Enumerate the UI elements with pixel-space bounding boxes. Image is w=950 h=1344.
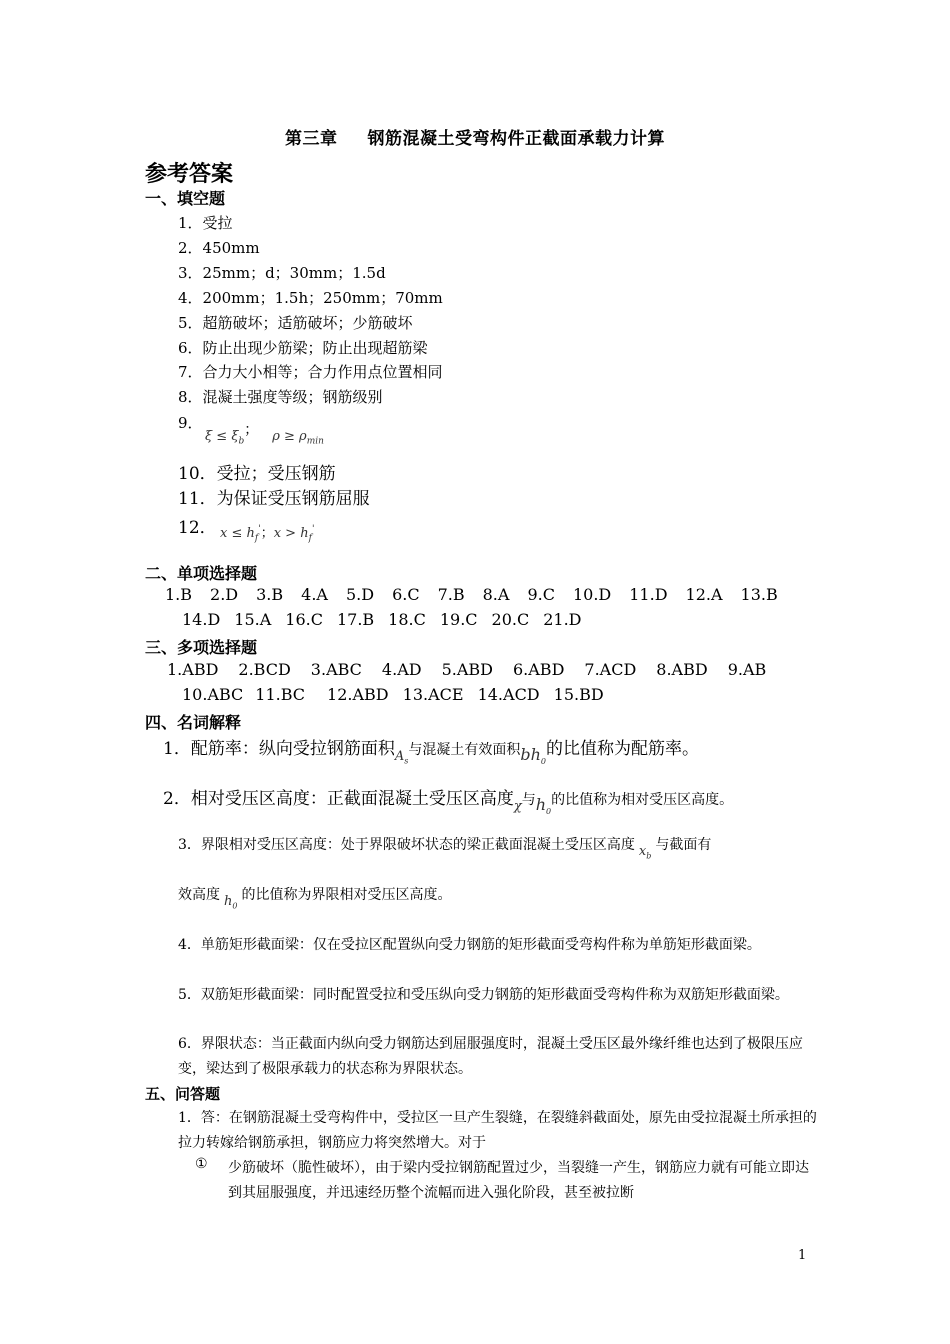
section-multi-heading: 三、多项选择题 xyxy=(145,638,258,657)
chapter-title: 钢筋混凝土受弯构件正截面承载力计算 xyxy=(367,129,665,149)
qa-point-1: 少筋破坏（脆性破坏），由于梁内受拉钢筋配置过少，当裂缝一产生，钢筋应力就有可能立即达到其屈服强度，并迅速经历整个流幅而进入强化阶段，甚至被拉断 xyxy=(228,1160,809,1201)
fill-item-12-separator: ； xyxy=(260,526,274,541)
term-3-text-c: 效高度 xyxy=(178,887,220,903)
fill-item-9-label: 9． xyxy=(178,414,203,432)
section-single-heading: 二、单项选择题 xyxy=(145,564,258,583)
term-3-line-2 xyxy=(178,884,452,911)
single-answers-row-2 xyxy=(182,610,582,629)
qa-point-1-marker: ① xyxy=(195,1156,208,1172)
term-2-text-a: 2．相对受压区高度：正截面混凝土受压区高度 xyxy=(163,789,514,809)
multi-answer: 2.BCD xyxy=(238,660,291,679)
single-answer: 8.A xyxy=(482,585,510,604)
single-answer: 4.A xyxy=(301,585,328,604)
term-6: 6．界限状态：当正截面内纵向受力钢筋达到屈服强度时，混凝土受压区最外缘纤维也达到了极限压应变，梁达到了极限承载力的状态称为界限状态。 xyxy=(178,1036,803,1077)
as-variable: As xyxy=(394,749,409,766)
single-answer: 15.A xyxy=(234,610,272,629)
fill-item-7: 7．合力大小相等；合力作用点位置相同 xyxy=(178,363,443,381)
single-answer: 10.D xyxy=(572,585,612,604)
h0-variable: $h_0$ xyxy=(224,894,238,911)
single-answer: 7.B xyxy=(437,585,465,604)
multi-answers-row-2 xyxy=(182,685,604,704)
x-gt-hf-formula: $x > h_f'$ xyxy=(273,524,315,544)
term-3-text-b: 与截面有 xyxy=(655,837,712,853)
section-qa-heading: 五、问答题 xyxy=(145,1085,221,1103)
term-1-text-c: 的比值称为配筋率。 xyxy=(545,739,699,759)
multi-answer: 13.ACE xyxy=(402,685,464,704)
term-2-text-b: 与 xyxy=(521,792,536,808)
bh0-variable: $bh_0$ xyxy=(520,745,546,767)
single-answer: 3.B xyxy=(256,585,284,604)
single-answer: 21.D xyxy=(543,610,582,629)
fill-item-6: 6．防止出现少筋梁；防止出现超筋梁 xyxy=(178,339,428,357)
fill-item-9-separator: ； xyxy=(244,422,259,438)
fill-item-9 xyxy=(178,412,203,433)
fill-item-5: 5．超筋破坏；适筋破坏；少筋破坏 xyxy=(178,314,413,332)
single-answer: 9.C xyxy=(527,585,555,604)
fill-item-12-label: 12． xyxy=(178,518,217,538)
single-answer: 18.C xyxy=(388,610,426,629)
single-answers-row-1 xyxy=(165,585,778,604)
multi-answers-row-1 xyxy=(167,660,766,679)
single-answer: 16.C xyxy=(285,610,323,629)
multi-answer: 3.ABC xyxy=(310,660,362,679)
qa-answer-1: 1．答：在钢筋混凝土受弯构件中，受拉区一旦产生裂缝，在裂缝斜截面处，原先由受拉混凝土所承担的拉力转嫁给钢筋承担，钢筋应力将突然增大。对于 xyxy=(178,1110,817,1151)
page-title xyxy=(0,124,950,149)
multi-answer: 10.ABC xyxy=(182,685,244,704)
single-answer: 5.D xyxy=(345,585,375,604)
term-3-line-1 xyxy=(178,834,712,861)
multi-answer: 9.AB xyxy=(727,660,767,679)
page-number: 1 xyxy=(798,1248,807,1263)
chapter-label: 第三章 xyxy=(285,129,338,149)
single-answer: 12.A xyxy=(685,585,723,604)
rho-condition-formula: $\rho \ge \rho_{min}$ xyxy=(272,429,324,447)
term-2 xyxy=(163,784,734,817)
term-1-text-a: 1．配筋率：纵向受拉钢筋面积 xyxy=(163,739,395,759)
term-3-text-a: 3．界限相对受压区高度：处于界限破坏状态的梁正截面混凝土受压区高度 xyxy=(178,837,635,853)
fill-item-9-formula xyxy=(205,419,324,447)
single-answer: 19.C xyxy=(439,610,478,629)
term-3-text-d: 的比值称为界限相对受压区高度。 xyxy=(241,887,452,903)
single-answer: 13.B xyxy=(740,585,778,604)
multi-answer: 14.ACD xyxy=(477,685,540,704)
fill-item-11: 11．为保证受压钢筋屈服 xyxy=(178,489,370,509)
multi-answer: 11.BC xyxy=(255,685,306,704)
single-answer: 11.D xyxy=(629,585,668,604)
single-answer: 6.C xyxy=(392,585,420,604)
xb-variable: $x_b$ xyxy=(638,844,652,861)
fill-item-12-formula xyxy=(220,522,314,544)
term-4: 4．单筋矩形截面梁：仅在受拉区配置纵向受力钢筋的矩形截面受弯构件称为单筋矩形截面梁。 xyxy=(178,937,761,953)
fill-item-8: 8．混凝土强度等级；钢筋级别 xyxy=(178,388,383,406)
h0-variable: $h_0$ xyxy=(535,795,552,817)
multi-answer: 6.ABD xyxy=(512,660,565,679)
fill-item-1: 1．受拉 xyxy=(178,214,233,232)
section-fill-heading: 一、填空题 xyxy=(145,189,226,208)
multi-answer: 8.ABD xyxy=(656,660,708,679)
multi-answer: 7.ACD xyxy=(584,660,637,679)
multi-answer: 4.AD xyxy=(381,660,422,679)
single-answer: 20.C xyxy=(491,610,530,629)
fill-item-4: 4．200mm；1.5h；250mm；70mm xyxy=(178,289,443,307)
multi-answer: 1.ABD xyxy=(167,660,219,679)
term-5: 5．双筋矩形截面梁：同时配置受拉和受压纵向受力钢筋的矩形截面受弯构件称为双筋矩形截面梁。 xyxy=(178,987,789,1003)
multi-answer: 15.BD xyxy=(553,685,604,704)
single-answer: 1.B xyxy=(165,585,193,604)
term-1-text-b: 与混凝土有效面积 xyxy=(408,742,521,758)
multi-answer: 5.ABD xyxy=(441,660,493,679)
fill-item-12 xyxy=(178,513,217,538)
section-terms-heading: 四、名词解释 xyxy=(145,713,242,732)
single-answer: 2.D xyxy=(210,585,239,604)
fill-item-2: 2．450mm xyxy=(178,239,260,257)
x-le-hf-formula: $x \le h_f'$ xyxy=(220,524,261,544)
single-answer: 17.B xyxy=(336,610,375,629)
fill-item-3: 3．25mm；d；30mm；1.5d xyxy=(178,264,386,282)
xi-condition-formula: $\xi \le \xi_b$ xyxy=(205,429,245,447)
single-answer: 14.D xyxy=(182,610,221,629)
term-1 xyxy=(163,734,699,767)
multi-answer: 12.ABD xyxy=(327,685,389,704)
term-2-text-c: 的比值称为相对受压区高度。 xyxy=(551,792,734,808)
answers-heading: 参考答案 xyxy=(145,161,234,187)
x-variable: χ xyxy=(513,799,522,814)
fill-item-10: 10．受拉；受压钢筋 xyxy=(178,464,336,484)
